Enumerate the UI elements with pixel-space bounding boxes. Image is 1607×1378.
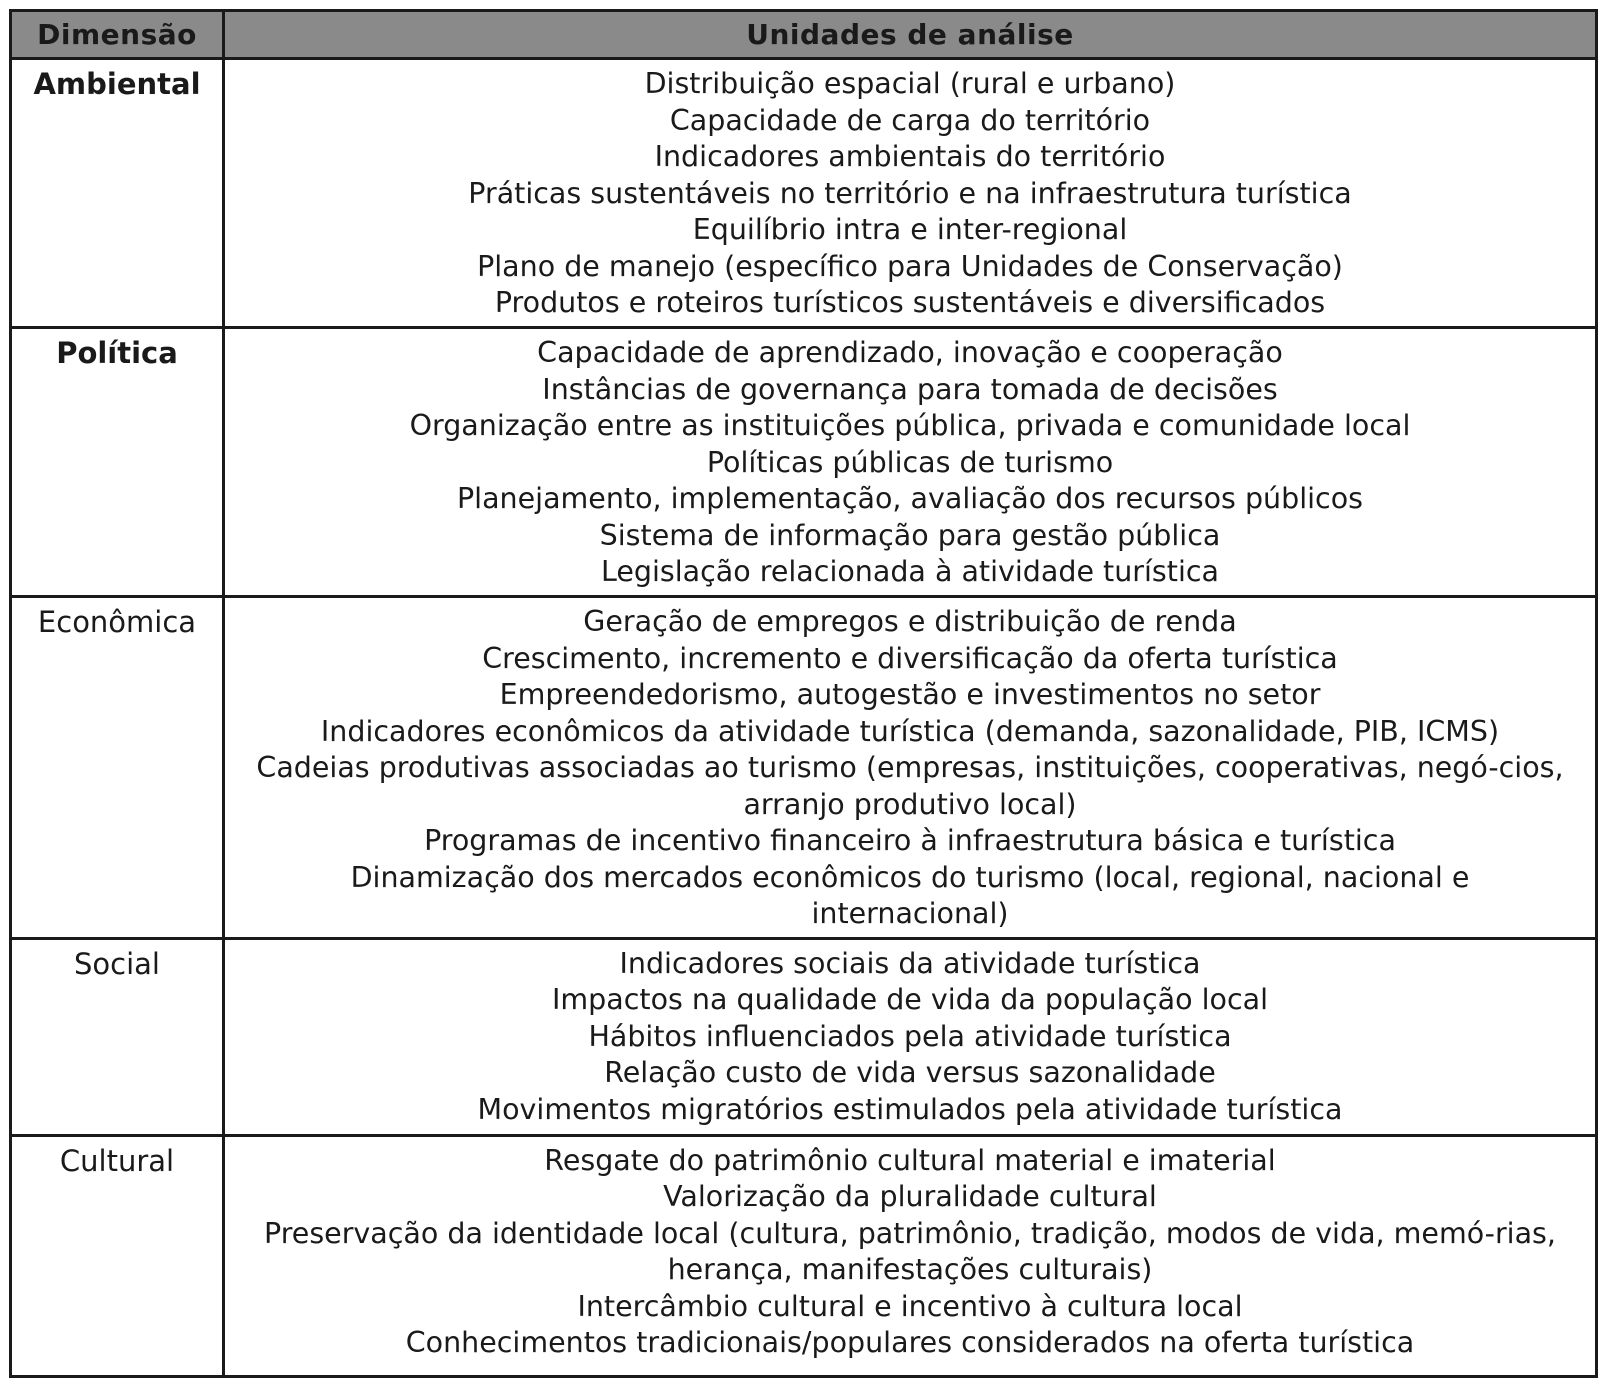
unit-item: Indicadores sociais da atividade turística	[619, 946, 1201, 980]
unit-item: Preservação da identidade local (cultura, patrimônio, tradição, modos de vida, memó-rias, herança, manifestações culturais)	[264, 1216, 1556, 1286]
units-economica	[224, 597, 1597, 939]
unit-item: Movimentos migratórios estimulados pela atividade turística	[477, 1092, 1343, 1126]
dimension-cultural: Cultural	[11, 1135, 224, 1376]
unit-item: Planejamento, implementação, avaliação dos recursos públicos	[456, 482, 1364, 515]
unit-item: Capacidade de aprendizado, inovação e cooperação	[537, 336, 1283, 369]
unit-item: Programas de incentivo financeiro à infraestrutura básica e turística	[424, 824, 1396, 857]
unit-item: Empreendedorismo, autogestão e investimentos no setor	[499, 678, 1321, 711]
unit-item: Instâncias de governança para tomada de decisões	[542, 372, 1278, 406]
unit-item: Produtos e roteiros turísticos sustentáveis e diversificados	[494, 286, 1326, 319]
unit-item: Hábitos influenciados pela atividade turística	[588, 1019, 1232, 1053]
units-cultural	[224, 1135, 1597, 1376]
table-row	[11, 597, 1597, 939]
units-social	[224, 938, 1597, 1135]
unit-item: Legislação relacionada à atividade turística	[600, 555, 1219, 588]
unit-item: Políticas públicas de turismo	[706, 445, 1114, 479]
table-row	[11, 59, 1597, 328]
unit-item: Relação custo de vida versus sazonalidade	[604, 1056, 1216, 1089]
header-dimension: Dimensão	[11, 11, 224, 59]
unit-item: Indicadores ambientais do território	[654, 140, 1166, 173]
table-row	[11, 1135, 1597, 1376]
unit-item: Dinamização dos mercados econômicos do turismo (local, regional, nacional e internacional)	[350, 860, 1470, 930]
unit-item: Intercâmbio cultural e incentivo à cultura local	[577, 1289, 1243, 1323]
unit-item: Capacidade de carga do território	[669, 103, 1151, 137]
unit-item: Resgate do patrimônio cultural material e imaterial	[544, 1143, 1276, 1177]
unit-item: Geração de empregos e distribuição de renda	[583, 605, 1237, 638]
dimension-ambiental: Ambiental	[11, 59, 224, 328]
unit-item: Equilíbrio intra e inter-regional	[692, 213, 1128, 246]
unit-item: Valorização da pluralidade cultural	[663, 1180, 1157, 1213]
unit-item: Distribuição espacial (rural e urbano)	[644, 67, 1176, 100]
unit-item: Indicadores econômicos da atividade turística (demanda, sazonalidade, PIB, ICMS)	[320, 714, 1500, 748]
unit-item: Sistema de informação para gestão pública	[599, 518, 1221, 552]
table-header-row	[11, 11, 1597, 59]
units-politica	[224, 328, 1597, 597]
table-row	[11, 328, 1597, 597]
units-ambiental	[224, 59, 1597, 328]
unit-item: Impactos na qualidade de vida da população local	[552, 983, 1268, 1016]
dimension-social: Social	[11, 938, 224, 1135]
dimension-politica: Política	[11, 328, 224, 597]
unit-item: Organização entre as instituições pública, privada e comunidade local	[409, 409, 1411, 442]
unit-item: Crescimento, incremento e diversificação da oferta turística	[482, 641, 1338, 675]
table-row	[11, 938, 1597, 1135]
unit-item: Conhecimentos tradicionais/populares considerados na oferta turística	[405, 1326, 1415, 1359]
unit-item: Cadeias produtivas associadas ao turismo (empresas, instituições, cooperativas, negó-cios, arranjo produtivo local)	[256, 751, 1564, 821]
dimensions-table	[9, 9, 1598, 1378]
unit-item: Práticas sustentáveis no território e na infraestrutura turística	[468, 176, 1352, 210]
dimension-economica: Econômica	[11, 597, 224, 939]
header-units: Unidades de análise	[224, 11, 1597, 59]
unit-item: Plano de manejo (específico para Unidades de Conservação)	[477, 249, 1343, 283]
